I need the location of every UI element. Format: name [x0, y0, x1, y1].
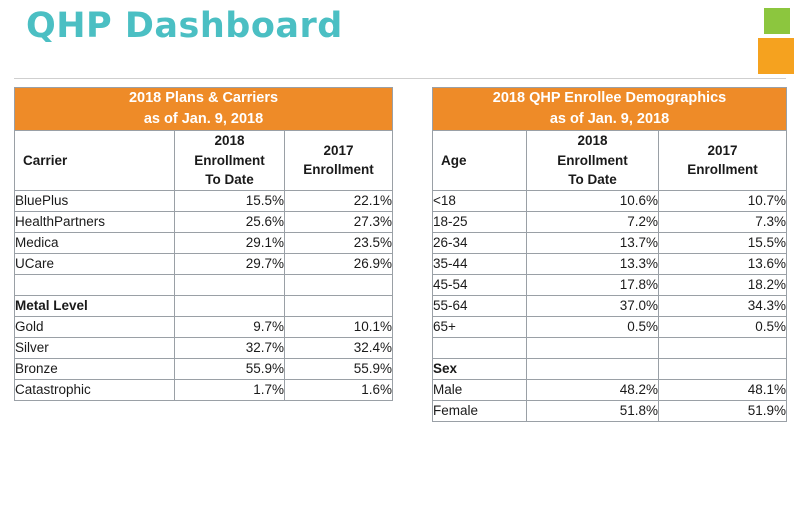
- row-value-2017: 1.6%: [285, 379, 393, 400]
- row-value-2018: 17.8%: [527, 274, 659, 295]
- row-value-2018: 1.7%: [175, 379, 285, 400]
- row-value-2018: 25.6%: [175, 211, 285, 232]
- row-value-2017: 7.3%: [659, 211, 787, 232]
- row-value-2018: 29.7%: [175, 253, 285, 274]
- row-label: [433, 337, 527, 358]
- table-row: [15, 337, 393, 358]
- row-value-2017: 55.9%: [285, 358, 393, 379]
- table-spacer-row: [433, 337, 787, 358]
- table-row: [15, 253, 393, 274]
- plans-and-carriers-table: [14, 87, 393, 401]
- left-col-header-2017: 2017 Enrollment: [285, 131, 393, 191]
- table-banner-row: [433, 88, 787, 131]
- orange-square-decoration: [758, 38, 794, 74]
- row-label: 18-25: [433, 211, 527, 232]
- table-section-row: [433, 358, 787, 379]
- row-value-2017: 18.2%: [659, 274, 787, 295]
- row-value-2018: 37.0%: [527, 295, 659, 316]
- table-row: [15, 232, 393, 253]
- right-banner-line1: 2018 QHP Enrollee Demographics: [492, 90, 727, 106]
- row-value-2017: 15.5%: [659, 232, 787, 253]
- table-banner-row: [15, 88, 393, 131]
- right-banner-line2: as of Jan. 9, 2018: [549, 111, 670, 128]
- page-title: QHP Dashboard: [26, 6, 343, 46]
- table-spacer-row: [15, 274, 393, 295]
- row-label: 35-44: [433, 253, 527, 274]
- left-banner-line1: 2018 Plans & Carriers: [128, 90, 279, 106]
- row-label: UCare: [15, 253, 175, 274]
- row-label: Medica: [15, 232, 175, 253]
- row-value-2017: 26.9%: [285, 253, 393, 274]
- row-label: BluePlus: [15, 190, 175, 211]
- left-col-header-2018: 2018 Enrollment To Date: [175, 131, 285, 191]
- right-table-banner: [433, 88, 787, 131]
- row-value-2018: 10.6%: [527, 190, 659, 211]
- right-col-header-2017: 2017 Enrollment: [659, 131, 787, 191]
- row-label: Female: [433, 400, 527, 421]
- row-value-2017: [285, 274, 393, 295]
- table-row: [433, 400, 787, 421]
- row-value-2017: 10.7%: [659, 190, 787, 211]
- row-label: <18: [433, 190, 527, 211]
- row-value-2018: [527, 358, 659, 379]
- row-label: 26-34: [433, 232, 527, 253]
- table-row: [433, 190, 787, 211]
- table-row: [433, 232, 787, 253]
- row-value-2018: 15.5%: [175, 190, 285, 211]
- row-value-2018: 13.7%: [527, 232, 659, 253]
- row-label: HealthPartners: [15, 211, 175, 232]
- table-row: [15, 316, 393, 337]
- right-col-header-2018: 2018 Enrollment To Date: [527, 131, 659, 191]
- row-value-2018: 48.2%: [527, 379, 659, 400]
- table-row: [15, 190, 393, 211]
- row-label: Catastrophic: [15, 379, 175, 400]
- right-col-header-age: Age: [433, 131, 527, 191]
- enrollee-demographics-table: [432, 87, 787, 422]
- left-col-header-carrier: Carrier: [15, 131, 175, 191]
- left-table-banner: [15, 88, 393, 131]
- row-label: 55-64: [433, 295, 527, 316]
- row-value-2017: [659, 337, 787, 358]
- row-value-2018: 7.2%: [527, 211, 659, 232]
- row-value-2018: 0.5%: [527, 316, 659, 337]
- row-value-2017: 34.3%: [659, 295, 787, 316]
- row-value-2017: 10.1%: [285, 316, 393, 337]
- row-value-2018: [175, 295, 285, 316]
- row-value-2018: 9.7%: [175, 316, 285, 337]
- row-value-2018: 51.8%: [527, 400, 659, 421]
- table-row: [433, 253, 787, 274]
- table-row: [433, 379, 787, 400]
- row-value-2017: 48.1%: [659, 379, 787, 400]
- row-value-2017: 23.5%: [285, 232, 393, 253]
- header-divider: [14, 78, 786, 79]
- row-value-2017: 0.5%: [659, 316, 787, 337]
- left-banner-line2: as of Jan. 9, 2018: [143, 111, 264, 128]
- row-value-2017: 51.9%: [659, 400, 787, 421]
- section-label: Metal Level: [15, 295, 175, 316]
- table-header-row: [433, 131, 787, 191]
- table-header-row: [15, 131, 393, 191]
- row-value-2017: [285, 295, 393, 316]
- table-row: [433, 274, 787, 295]
- row-value-2018: [175, 274, 285, 295]
- row-label: [15, 274, 175, 295]
- table-section-row: [15, 295, 393, 316]
- row-value-2017: 27.3%: [285, 211, 393, 232]
- green-square-decoration: [764, 8, 790, 34]
- table-row: [15, 358, 393, 379]
- table-row: [433, 211, 787, 232]
- row-value-2017: [659, 358, 787, 379]
- row-label: 65+: [433, 316, 527, 337]
- table-row: [433, 316, 787, 337]
- row-label: Male: [433, 379, 527, 400]
- row-value-2017: 22.1%: [285, 190, 393, 211]
- table-row: [15, 211, 393, 232]
- row-label: Silver: [15, 337, 175, 358]
- row-value-2018: [527, 337, 659, 358]
- row-value-2018: 13.3%: [527, 253, 659, 274]
- row-label: Gold: [15, 316, 175, 337]
- table-row: [433, 295, 787, 316]
- row-value-2018: 29.1%: [175, 232, 285, 253]
- row-value-2018: 32.7%: [175, 337, 285, 358]
- section-label: Sex: [433, 358, 527, 379]
- row-label: 45-54: [433, 274, 527, 295]
- row-value-2017: 13.6%: [659, 253, 787, 274]
- row-value-2018: 55.9%: [175, 358, 285, 379]
- row-label: Bronze: [15, 358, 175, 379]
- table-row: [15, 379, 393, 400]
- row-value-2017: 32.4%: [285, 337, 393, 358]
